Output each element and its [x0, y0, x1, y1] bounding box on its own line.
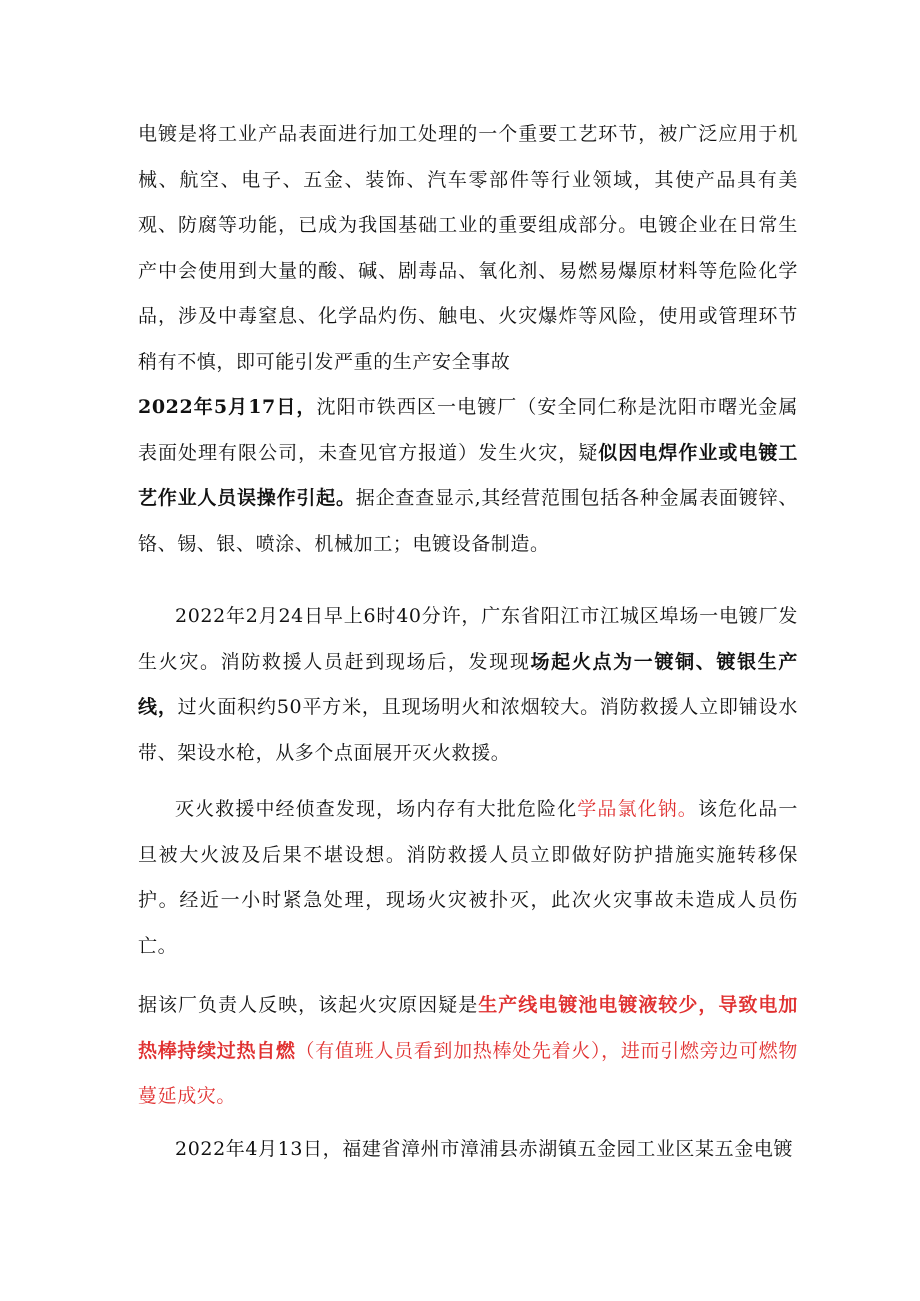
cause-highlight: 生产线电镀池电镀液较少，导致电加热棒持续过热自燃	[138, 994, 799, 1062]
cause-detail: （有值班人员看到加热棒处先着火），进而引燃旁边可燃物蔓延成灾。	[138, 1039, 798, 1107]
hazard-outcome: 该危化品一旦被大火波及后果不堪设想。消防救援人员立即做好防护措施实施转移保护。经近一小时紧急处理，现场火灾被扑灭，此次火灾事故未造成人员伤亡。	[138, 798, 798, 957]
cause-intro: 据该厂负责人反映，该起火灾原因疑是	[138, 994, 479, 1016]
paragraph-yangjiang-incident	[138, 594, 798, 776]
intro-text: 电镀是将工业产品表面进行加工处理的一个重要工艺环节，被广泛应用于机械、航空、电子、五金、装饰、汽车零部件等行业领域，其使产品具有美观、防腐等功能，已成为我国基础工业的重要组成部分。电镀企业在日常生产中会使用到大量的酸、碱、剧毒品、氧化剂、易燃易爆原材料等危险化学品，涉及中毒窒息、化学品灼伤、触电、火灾爆炸等风险，使用或管理环节稍有不慎，即可能引发严重的生产安全事故	[138, 123, 798, 373]
incident-response: 过火面积约50平方米，且现场明火和浓烟较大。消防救援人立即铺设水带、架设水枪，从多个点面展开灭火救援。	[138, 696, 798, 764]
paragraph-shenyang-incident	[138, 385, 798, 567]
incident-cause: 似因电焊作业或电镀工艺作业人员误操作引起。	[138, 441, 798, 509]
paragraph-cause-report	[138, 983, 798, 1120]
paragraph-hazard-discovery	[138, 787, 798, 969]
paragraph-zhangzhou-incident	[138, 1127, 798, 1173]
hazard-chemical: 学品氯化钠。	[577, 798, 698, 820]
incident-business-scope: 据企查查显示,其经营范围包括各种金属表面镀锌、铬、锡、银、喷涂、机械加工；电镀设备制造。	[138, 487, 799, 555]
incident-text: 2022年4月13日，福建省漳州市漳浦县赤湖镇五金园工业区某五金电镀	[175, 1138, 794, 1160]
incident-text: 沈阳市铁西区一电镀厂（安全同仁称是沈阳市曙光金属表面处理有限公司，未查见官方报道）发生火灾，疑	[138, 396, 798, 464]
fire-origin: 场起火点为一镀铜、镀银生产线，	[138, 650, 798, 718]
hazard-text: 灭火救援中经侦查发现，场内存有大批危险化	[175, 798, 578, 820]
paragraph-intro	[138, 112, 798, 385]
incident-text: 2022年2月24日早上6时40分许，广东省阳江市江城区埠场一电镀厂发生火灾。消防救援人员赶到现场后，发现现	[138, 605, 798, 673]
incident-date: 2022年5月17日，	[138, 396, 317, 418]
